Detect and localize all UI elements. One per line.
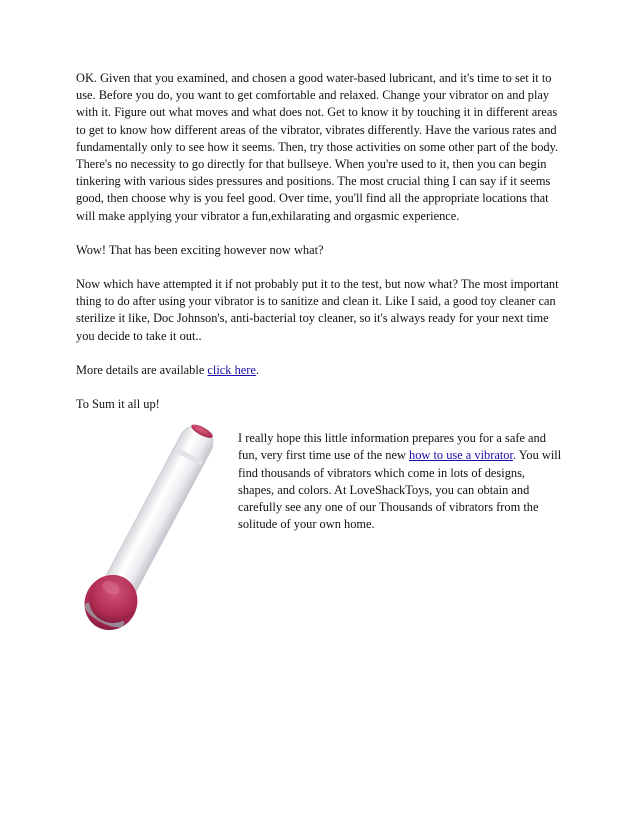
wand-massager-illustration xyxy=(64,416,234,646)
closing-text-end: . You will find thousands of vibrators which come in lots of designs, shapes, and colors. At LoveShackToys, you can obtain and carefully see any one of our Thousands of vibrators from the solitude of your own home. xyxy=(238,448,562,532)
how-to-use-vibrator-link[interactable]: how to use a vibrator xyxy=(409,448,513,463)
paragraph-intro: OK. Given that you examined, and chosen a good water-based lubricant, and it's time to set it to use. Before you do, you want to get comfortable and relaxed. Change your vibrator on and play with it. Figure out what moves and what does not. Get to know it by touching it in different areas to get to know how different areas of the vibrator, vibrates differently. Have the various rates and fundamentally only to see how it seems. Then, try those activities on some other part of the body. There's no necessity to go directly for that bullseye. When you're used to it, then you can begin tinkering with various sides pressures and positions. The most crucial thing I can say if it seems good, then choose why is you feel good. Over time, you'll find all the appropriate locations that will make applying your vibrator a fun,exhilarating and orgasmic experience. xyxy=(76,71,559,223)
figure-row xyxy=(76,430,566,650)
closing-paragraph xyxy=(238,430,563,533)
more-details-end: . xyxy=(255,362,260,377)
closing-text-start: I really hope this little information prepares you for a safe and fun, very first time use of the new xyxy=(238,431,546,463)
article-body xyxy=(76,70,566,650)
paragraph-exciting: Wow! That has been exciting however now what? xyxy=(76,242,324,257)
paragraph-more-details xyxy=(76,362,566,379)
more-details-text: More details are available xyxy=(76,362,208,377)
click-here-link[interactable]: click here xyxy=(207,362,256,377)
paragraph-sum-up: To Sum it all up! xyxy=(76,397,160,412)
paragraph-cleaning: Now which have attempted it if not probably put it to the test, but now what? The most important thing to do after using your vibrator is to sanitize and clean it. Like I said, a good toy cleaner can sterilize it like, Doc Johnson's, anti-bacterial toy cleaner, so it's always ready for your next time you decide to take it out.. xyxy=(76,277,559,343)
